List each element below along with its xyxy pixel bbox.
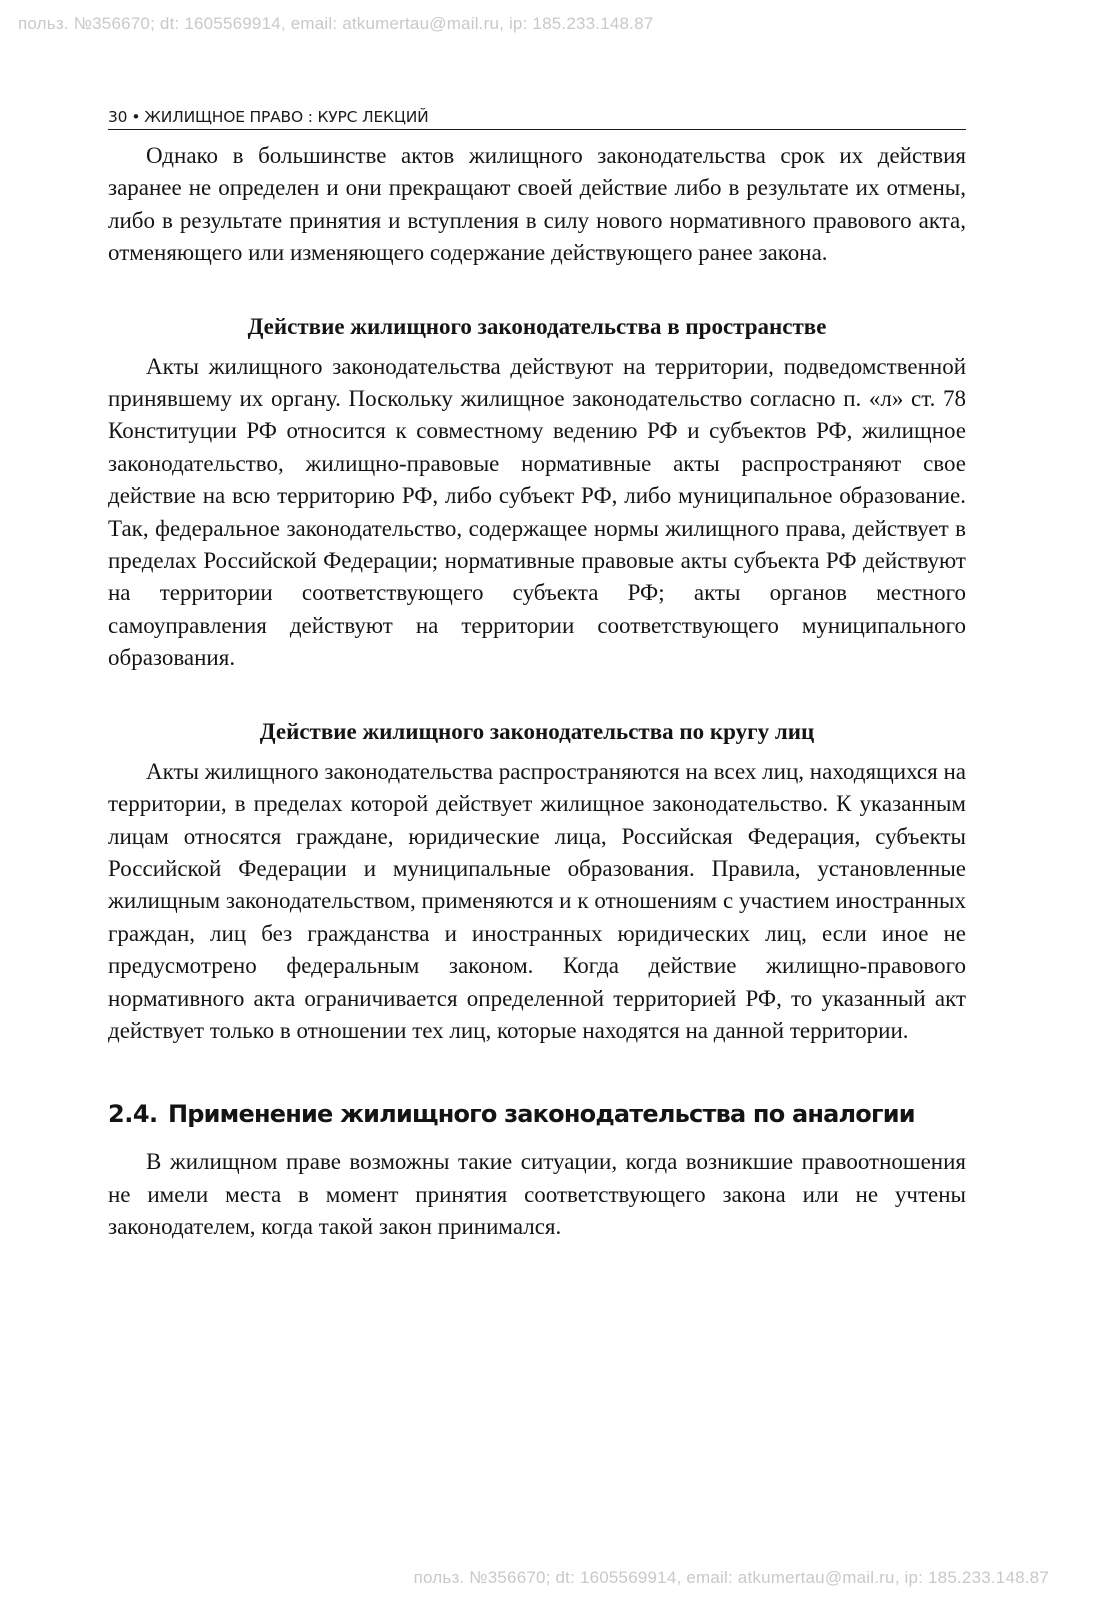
subheading-persons: Действие жилищного законодательства по кругу лиц [259, 718, 815, 744]
paragraph-3: Акты жилищного законодательства распространяются на всех лиц, находящихся на территории, в пределах которой действует жилищное законодательство. К указанным лицам относятся граждане, юридические лица, Российская Федерация, субъекты Российской Федерации и муниципальные образования. Правила, установленные жилищным законодательством, применяются и к отношениям с участием иностранных граждан, лиц без гражданства и иностранных юридических лиц, если иное не предусмотрено федеральным законом. Когда действие жилищно-правового нормативного акта ограничивается определенной территорией РФ, то указанный акт действует только в отношении тех лиц, которые находятся на данной территории. [108, 758, 966, 1043]
section-title: Применение жилищного законодательства по аналогии [168, 1100, 915, 1129]
book-page [108, 105, 966, 1244]
paragraph-4: В жилищном праве возможны такие ситуации, когда возникшие правоотношения не имели места в момент принятия соответствующего закона или не учтены законодателем, когда такой закон принимался. [108, 1149, 966, 1240]
paragraph-1: Однако в большинстве актов жилищного законодательства срок их действия заранее не определен и они прекращают своей действие либо в результате их отмены, либо в результате принятия и вступления в силу нового нормативного правового акта, отменяющего или изменяющего содержание действующего ранее закона. [108, 143, 966, 266]
watermark-bottom: польз. №356670; dt: 1605569914, email: atkumertau@mail.ru, ip: 185.233.148.87 [413, 1568, 1049, 1587]
running-title: ЖИЛИЩНОЕ ПРАВО : КУРС ЛЕКЦИЙ [144, 108, 429, 126]
subheading-space: Действие жилищного законодательства в пространстве [247, 313, 827, 339]
page-number: 30 [108, 108, 128, 126]
section-number: 2.4. [108, 1100, 158, 1129]
paragraph-2: Акты жилищного законодательства действуют на территории, подведомственной принявшему их органу. Поскольку жилищное законодательство согласно п. «л» ст. 78 Конституции РФ относится к совместному ведению РФ и субъектов РФ, жилищное законодательство, жилищно-правовые нормативные акты распространяют свое действие на всю территорию РФ, либо субъект РФ, либо муниципальное образование. Так, федеральное законодательство, содержащее нормы жилищного права, действует в пределах Российской Федерации; нормативные правовые акты субъекта РФ действуют на территории соответствующего субъекта РФ; акты органов местного самоуправления действуют на территории соответствующего муниципального образования. [108, 353, 966, 671]
header-bullet: • [131, 108, 141, 126]
watermark-top: польз. №356670; dt: 1605569914, email: atkumertau@mail.ru, ip: 185.233.148.87 [18, 14, 654, 33]
section-heading [108, 1095, 966, 1134]
running-header [108, 105, 966, 130]
